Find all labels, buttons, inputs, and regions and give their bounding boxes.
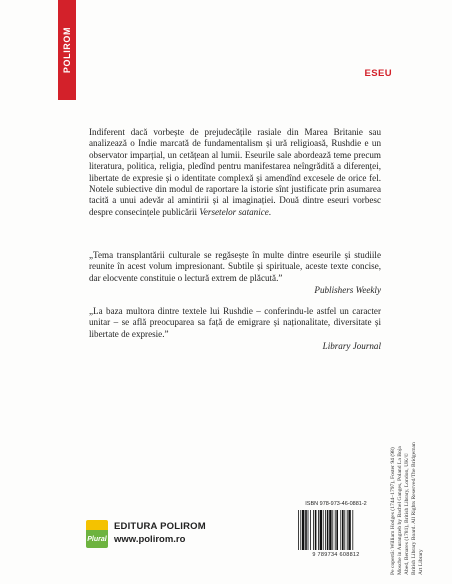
publisher-website[interactable]: www.polirom.ro — [114, 534, 186, 545]
barcode-bar — [315, 510, 317, 550]
barcode-bar — [340, 510, 341, 550]
barcode-bar — [320, 510, 322, 550]
review-quote — [89, 306, 381, 353]
barcode-bar — [308, 510, 309, 550]
brand-label-wrap — [58, 0, 76, 100]
barcode-bar — [302, 510, 304, 550]
book-title-italic: Versetelor satanice — [199, 206, 269, 217]
description — [89, 127, 381, 218]
review-quote-text: „Tema transplantării culturale se regăsește în multe dintre eseurile și studiile reunite în acest volum impresionant. Subtile și spirituale, aceste texte concise, dar elocvente constituie o lectură extrem de plăcută.” — [89, 250, 381, 283]
barcode-bar — [332, 510, 333, 550]
barcode-bar — [298, 510, 299, 550]
barcode-bar — [348, 510, 350, 550]
isbn-label: ISBN 978-973-46-0881-2 — [305, 501, 367, 507]
plural-logo-top — [86, 520, 108, 530]
plural-logo — [86, 520, 108, 548]
description-end: . — [268, 206, 272, 217]
barcode-bar — [336, 510, 338, 550]
review-source: Publishers Weekly — [314, 285, 381, 296]
barcode-bar — [325, 510, 326, 550]
barcode-bar — [342, 510, 344, 550]
barcode-bar — [352, 510, 353, 550]
review-quote — [89, 250, 381, 297]
barcode-bar — [329, 510, 331, 550]
barcode-number: 9 789734 608812 — [312, 552, 360, 558]
barcode-bar — [313, 510, 314, 550]
barcode-bar — [335, 510, 336, 550]
barcode-bar — [327, 510, 329, 550]
plural-logo-text: Plural — [87, 535, 107, 543]
description-paragraph — [89, 127, 381, 218]
barcode-bar — [344, 510, 345, 550]
publisher-name: EDITURA POLIROM — [114, 521, 206, 532]
barcode-bar — [323, 510, 324, 550]
review-source: Library Journal — [322, 341, 381, 352]
barcode — [296, 510, 376, 550]
barcode-bar — [300, 510, 301, 550]
cover-credits-text: Pe copertă: William Hodges (1744–1797), Foster 94 (98) Mosche in Aurangzeb by Bachel Ganges, Poland La Boja Abed, Benares (1781), British Library, London, UK/© British Library Board. All Rights Reserved/The Bridgeman Art Library — [390, 442, 424, 575]
series-label: ESEU — [364, 68, 392, 79]
brand-label: POLIROM — [62, 26, 73, 74]
plural-logo-bottom — [86, 530, 108, 548]
description-text: Indiferent dacă vorbește de prejudecățile rasiale din Marea Britanie sau analizează o Indie marcată de fundamentalism și ură religioasă, Rushdie e un observator imparțial, un cetățean al lumii. Eseurile sale abordează teme precum literatura, politica, religia, pledînd pentru manifestarea neîngrădită a diferenței, libertate de expresie și o identitate complexă și amendînd excesele de orice fel. Notele subiective din modul de raportare la istorie sînt justificate prin asumarea tacită a unui adevăr al amintirii și al imaginației. Două dintre eseuri vorbesc despre consecințele publicării — [89, 127, 381, 217]
review-quote-text: „La baza multora dintre textele lui Rushdie – conferindu-le astfel un caracter unitar – se află preocuparea sa față de emigrare și naționalitate, diversitate și libertate de expresie.” — [89, 306, 381, 339]
barcode-bar — [305, 510, 307, 550]
barcode-bar — [310, 510, 311, 550]
barcode-bar — [318, 510, 319, 550]
barcode-bar — [347, 510, 348, 550]
